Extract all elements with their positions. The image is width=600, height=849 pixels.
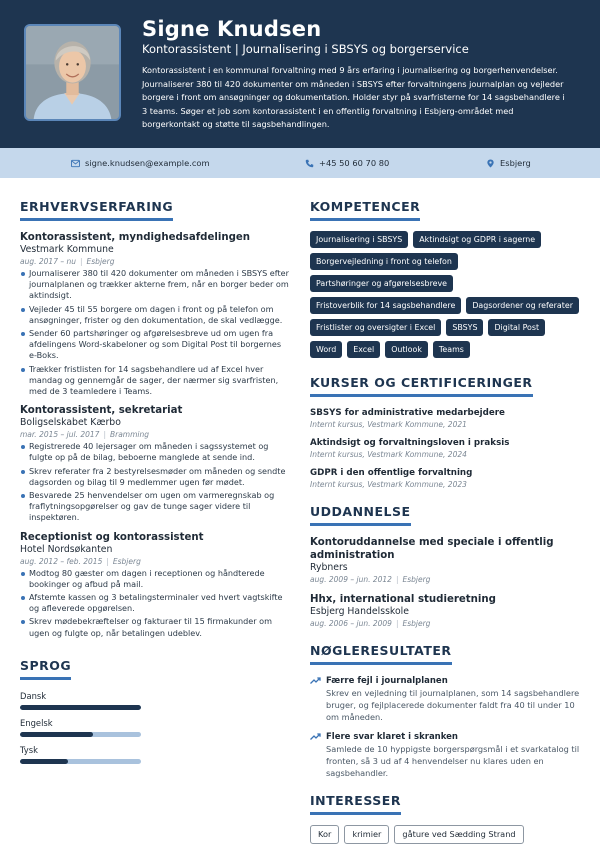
phone-text: +45 50 60 70 80 — [319, 158, 390, 168]
skill-tag: Teams — [433, 341, 470, 358]
job-dates: aug. 2012 – feb. 2015 — [20, 556, 103, 566]
skill-tag: Fristoverblik for 14 sagsbehandlere — [310, 297, 461, 314]
courses-heading: KURSER OG CERTIFICERINGER — [310, 375, 533, 397]
job-location: Bramming — [109, 430, 150, 440]
contact-phone[interactable] — [305, 158, 389, 168]
interest-tag: gåture ved Sædding Strand — [394, 825, 523, 844]
skill-tag: Outlook — [385, 341, 428, 358]
skill-tag: Digital Post — [488, 319, 545, 336]
location-text: Esbjerg — [500, 158, 531, 168]
profile-headline: Kontorassistent | Journalisering i SBSYS og borgerservice — [142, 42, 469, 56]
job-company: Boligselskabet Kærbo — [20, 417, 121, 429]
job-company: Hotel Nordsøkanten — [20, 543, 113, 555]
language-level-fill — [20, 732, 93, 737]
result-item — [310, 731, 585, 779]
meta-separator: | — [80, 257, 83, 266]
job-bullet: Besvarede 25 henvendelser om ugen om varmeregnskab og fraflytningsopgørelser og gav de tunge sager videre til inspektøren. — [20, 490, 290, 524]
job-meta — [20, 556, 290, 567]
email-text: signe.knudsen@example.com — [85, 158, 210, 168]
experience-list — [20, 231, 290, 639]
interest-tag: krimier — [344, 825, 389, 844]
header — [0, 0, 600, 148]
job-dates: mar. 2015 – jul. 2017 — [20, 430, 100, 440]
skill-tag: Partshøringer og afgørelsesbreve — [310, 275, 453, 292]
education-list — [310, 536, 585, 629]
envelope-icon — [71, 159, 80, 168]
course-title: Aktindsigt og forvaltningsloven i praksis — [310, 438, 510, 448]
skill-tag: Fristlister og oversigter i Excel — [310, 319, 441, 336]
profile-summary: Kontorassistent i en kommunal forvaltning med 9 års erfaring i journalisering og borgerhenvendelser. Journaliserer 380 til 420 dokumenter om måneden i SBSYS efter forvaltningens journalplan og vejleder borgere i front om ansøgninger og dokumentation. Holder styr på svarfristerne for 14 sagsbehandlere i 3 teams. Søger et job som kontorassistent i en offentlig forvaltning i Esbjerg-området med borgerkontakt og støtte til sagsbehandlingen. — [142, 65, 565, 129]
meta-separator: | — [103, 430, 106, 440]
skill-tag: Excel — [347, 341, 380, 358]
education-meta — [310, 618, 585, 629]
job-dates: aug. 2017 – nu — [20, 257, 76, 266]
results-heading: NØGLERESULTATER — [310, 643, 452, 665]
job-location: Esbjerg — [86, 257, 115, 266]
job-bullet: Afstemte kassen og 3 betalingsterminaler ved hvert vagtskifte og afleverede opgørelsen. — [20, 592, 290, 614]
education-item — [310, 593, 585, 629]
meta-separator: | — [395, 619, 399, 628]
job-location: Esbjerg — [112, 556, 141, 566]
course-meta: Internt kursus, Vestmark Kommune, 2021 — [310, 420, 467, 429]
left-column — [20, 196, 290, 771]
education-location: Esbjerg — [402, 575, 431, 584]
education-title: Kontoruddannelse med speciale i offentlig administration — [310, 537, 554, 561]
profile-photo — [24, 24, 121, 121]
job-bullet: Vejleder 45 til 55 borgere om dagen i front og på telefon om ansøgninger, frister og den dokumentation, de skal vedlægge. — [20, 304, 290, 326]
meta-separator: | — [395, 575, 399, 584]
language-name: Tysk — [20, 744, 38, 755]
job-bullet: Registrerede 40 lejersager om måneden i sagssystemet og fulgte op på de bilag, beboerne manglede at sende ind. — [20, 441, 290, 463]
language-level-bar — [20, 759, 141, 764]
education-title: Hhx, international studieretning — [310, 594, 496, 605]
experience-heading: ERHVERVSERFARING — [20, 199, 173, 221]
result-description: Samlede de 10 hyppigste borgerspørgsmål i et svarkatalog til fronten, så 3 ud af 4 henvendelser nu klares uden en sagsbehandler. — [326, 744, 580, 778]
job-meta — [20, 256, 290, 267]
interest-tag: Kor — [310, 825, 339, 844]
skill-tag: Word — [310, 341, 342, 358]
job-bullet: Sender 60 partshøringer og afgørelsesbreve ud om ugen fra afdelingens Word-skabeloner og som Digital Post til borgernes e-Boks. — [20, 328, 290, 362]
skill-tag: Borgervejledning i front og telefon — [310, 253, 458, 270]
phone-icon — [305, 159, 314, 168]
education-location: Esbjerg — [402, 619, 431, 628]
job-entry — [20, 231, 290, 397]
right-column — [310, 196, 585, 844]
result-title: Færre fejl i journalplanen — [326, 676, 448, 686]
language-name: Dansk — [20, 690, 47, 701]
contact-email[interactable] — [71, 158, 210, 168]
interests-heading: INTERESSER — [310, 793, 401, 815]
job-company: Vestmark Kommune — [20, 244, 114, 255]
job-bullet: Trækker fristlisten for 14 sagsbehandlere ud af Excel hver mandag og gennemgår de sager, der nærmer sig svarfristen, med de 3 teamledere i Teams. — [20, 364, 290, 398]
skill-tag: Journalisering i SBSYS — [310, 231, 408, 248]
education-school: Rybners — [310, 562, 348, 573]
job-bullet: Journaliserer 380 til 420 dokumenter om måneden i SBSYS efter journalplanen og trækker akterne frem, når en borger beder om aktindsigt. — [20, 268, 290, 302]
skill-tag: Aktindsigt og GDPR i sagerne — [413, 231, 541, 248]
course-item — [310, 467, 585, 490]
skill-tag: Dagsordener og referater — [466, 297, 579, 314]
language-name: Engelsk — [20, 717, 53, 728]
course-title: SBSYS for administrative medarbejdere — [310, 408, 505, 418]
job-title: Kontorassistent, sekretariat — [20, 405, 183, 417]
language-level-fill — [20, 759, 68, 764]
skill-tag: SBSYS — [446, 319, 483, 336]
education-dates: aug. 2009 – jun. 2012 — [310, 575, 392, 584]
job-title: Receptionist og kontorassistent — [20, 531, 204, 543]
trend-up-icon — [310, 676, 321, 685]
job-meta — [20, 429, 290, 440]
results-list — [310, 675, 585, 779]
language-level-bar — [20, 732, 141, 737]
job-entry — [20, 531, 290, 639]
job-entry — [20, 404, 290, 523]
course-item — [310, 437, 585, 460]
contact-location — [486, 158, 531, 168]
language-level-fill — [20, 705, 141, 710]
interests-list — [310, 825, 585, 844]
contact-bar — [0, 148, 600, 178]
skills-heading: KOMPETENCER — [310, 199, 420, 221]
courses-list — [310, 407, 585, 490]
course-meta: Internt kursus, Vestmark Kommune, 2024 — [310, 450, 467, 459]
job-bullets — [20, 441, 290, 523]
job-bullets — [20, 268, 290, 397]
job-bullets — [20, 568, 290, 639]
education-school: Esbjerg Handelsskole — [310, 606, 409, 617]
job-bullet: Skrev mødebekræftelser og fakturaer til 15 firmakunder om ugen og fulgte op, når betalingen udeblev. — [20, 616, 290, 638]
trend-up-icon — [310, 732, 321, 741]
map-pin-icon — [486, 159, 495, 168]
language-item — [20, 744, 290, 764]
education-item — [310, 536, 585, 585]
course-title: GDPR i den offentlige forvaltning — [310, 468, 473, 478]
meta-separator: | — [106, 556, 109, 566]
profile-name: Signe Knudsen — [142, 17, 322, 41]
result-title: Flere svar klaret i skranken — [326, 732, 458, 742]
education-heading: UDDANNELSE — [310, 504, 411, 526]
course-item — [310, 407, 585, 430]
language-level-bar — [20, 705, 141, 710]
skills-list — [310, 231, 580, 358]
language-item — [20, 690, 290, 710]
course-meta: Internt kursus, Vestmark Kommune, 2023 — [310, 480, 467, 489]
job-title: Kontorassistent, myndighedsafdelingen — [20, 232, 251, 243]
languages-list — [20, 690, 290, 764]
result-item — [310, 675, 585, 723]
education-dates: aug. 2006 – jun. 2009 — [310, 619, 392, 628]
languages-heading: SPROG — [20, 658, 71, 680]
result-description: Skrev en vejledning til journalplanen, som 14 sagsbehandlere bruger, og fejlplacerede dokumenter faldt fra 40 til under 10 om måneden. — [326, 688, 580, 722]
job-bullet: Skrev referater fra 2 bestyrelsesmøder om måneden og sendte dagsorden og bilag til 9 medlemmer ugen før mødet. — [20, 466, 290, 488]
job-bullet: Modtog 80 gæster om dagen i receptionen og håndterede bookinger og afbud på mail. — [20, 568, 290, 590]
education-meta — [310, 574, 585, 585]
language-item — [20, 717, 290, 737]
